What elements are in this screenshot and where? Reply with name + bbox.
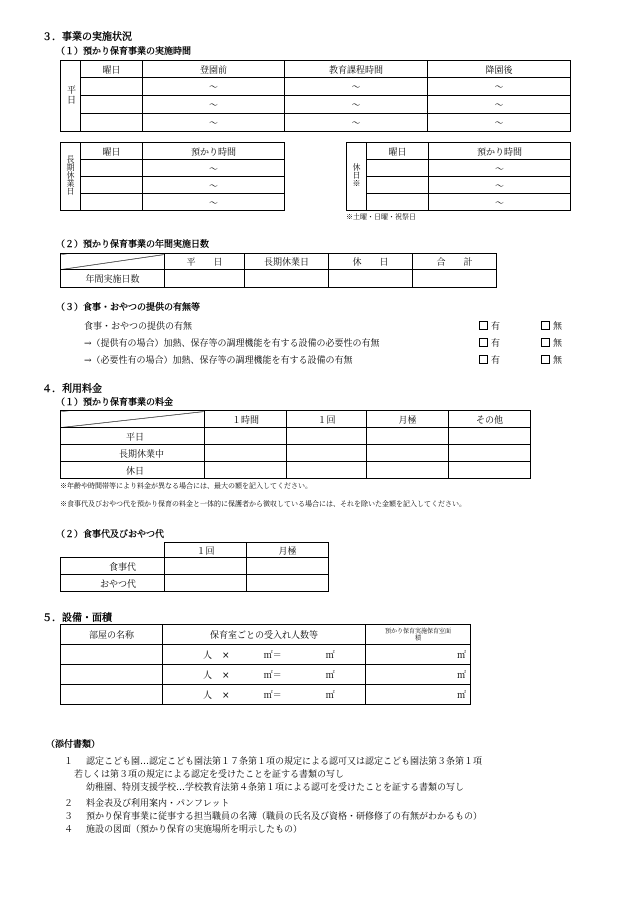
facilities-room-input[interactable] [61,685,163,705]
annual-header-long-holiday: 長期休業日 [245,254,329,270]
weekday-curriculum-input[interactable]: ～ [285,114,428,132]
facilities-header-area-cell [366,625,471,645]
fee-input[interactable] [287,462,367,479]
fee-input[interactable] [205,445,287,462]
weekday-label: 平日 [65,84,75,105]
fee-input[interactable] [449,445,531,462]
holiday-hours-input[interactable]: ～ [429,194,571,211]
long-holiday-day-input[interactable] [81,160,143,177]
food-corner-cell [61,543,165,558]
long-holiday-hours-table [60,142,285,211]
fee-row-long-holiday: 長期休業中 [61,445,205,462]
fee-header-1hour: １時間 [205,411,287,428]
annual-corner-cell [61,254,165,270]
attachment-1-line-2: 若しくは第３項の規定による認定を受けたことを証する書類の写し [74,770,345,780]
section-4-2-title: （２）食事代及びおやつ代 [56,530,165,540]
food-input[interactable] [165,575,247,592]
food-input[interactable] [247,575,329,592]
weekday-header-curriculum: 教育課程時間 [285,61,428,78]
section-5-title: ５．設備・面積 [42,613,112,624]
fee-row-weekday: 平日 [61,428,205,445]
fee-corner-cell [61,411,205,428]
weekday-before-input[interactable]: ～ [143,78,285,96]
fee-input[interactable] [287,445,367,462]
weekday-before-input[interactable]: ～ [143,96,285,114]
food-input[interactable] [247,558,329,575]
food-header-once: １回 [165,543,247,558]
weekday-day-input[interactable] [81,114,143,132]
fee-table [60,410,531,479]
weekday-after-input[interactable]: ～ [428,114,571,132]
holiday-day-input[interactable] [367,160,429,177]
long-holiday-label: 長期休業日 [66,155,75,195]
weekday-day-input[interactable] [81,78,143,96]
attachment-3-text: 預かり保育事業に従事する担当職員の名簿（職員の氏名及び資格・研修修了の有無がわかるもの） [86,812,483,822]
facilities-capacity-cell[interactable]: 人 × ㎡＝ ㎡ [163,665,366,685]
annual-long-holiday-input[interactable] [245,270,329,288]
annual-weekday-input[interactable] [165,270,245,288]
holiday-note: ※土曜・日曜・祝祭日 [346,213,416,221]
weekday-before-input[interactable]: ～ [143,114,285,132]
long-holiday-label-cell [61,143,81,211]
weekday-day-input[interactable] [81,96,143,114]
long-holiday-header-day: 曜日 [81,143,143,160]
fee-input[interactable] [287,428,367,445]
holiday-label-cell [347,143,367,211]
long-holiday-hours-input[interactable]: ～ [143,160,285,177]
meals-3-no-checkbox[interactable]: 無 [541,353,562,366]
weekday-header-after: 降園後 [428,61,571,78]
meals-1-no-checkbox[interactable]: 無 [541,319,562,332]
facilities-area-input[interactable]: ㎡ [366,685,471,705]
fee-header-monthly: 月極 [367,411,449,428]
section-3-1-title: （１）預かり保育事業の実施時間 [56,47,192,57]
attachment-1-line-1: 認定こども園…認定こども園法第１７条第１項の規定による認可又は認定こども園法第３条第１項 [86,757,483,767]
section-3-3-title: （３）食事・おやつの提供の有無等 [56,303,201,313]
weekday-after-input[interactable]: ～ [428,78,571,96]
facilities-area-input[interactable]: ㎡ [366,645,471,665]
meals-question-2: →（提供有の場合）加熱、保存等の調理機能を有する設備の必要性の有無 [84,339,380,349]
weekday-label-cell [61,61,81,132]
fee-input[interactable] [205,428,287,445]
food-fee-table [60,542,329,592]
annual-header-total: 合 計 [413,254,497,270]
annual-header-weekday: 平 日 [165,254,245,270]
holiday-label: 休日※ [352,163,361,187]
long-holiday-day-input[interactable] [81,194,143,211]
attachment-1-line-3: 幼稚園、特別支援学校…学校教育法第４条第１項による認可を受けたことを証する書類の写し [86,783,465,793]
food-row-meal: 食事代 [61,558,165,575]
holiday-hours-input[interactable]: ～ [429,160,571,177]
holiday-header-day: 曜日 [367,143,429,160]
attachment-3-number: ３ [64,812,74,822]
holiday-day-input[interactable] [367,177,429,194]
fee-header-other: その他 [449,411,531,428]
fee-input[interactable] [449,462,531,479]
attachment-4-text: 施設の図面（預かり保育の実施場所を明示したもの） [86,825,303,835]
attachment-2-text: 料金表及び利用案内・パンフレット [86,799,230,809]
fee-input[interactable] [367,428,449,445]
section-3-title: ３．事業の実施状況 [42,32,132,43]
attachment-1-number: １ [64,757,74,767]
section-4-1-title: （１）預かり保育事業の料金 [56,398,174,408]
long-holiday-day-input[interactable] [81,177,143,194]
food-input[interactable] [165,558,247,575]
section-4-title: ４．利用料金 [42,384,102,395]
facilities-area-input[interactable]: ㎡ [366,665,471,685]
facilities-room-input[interactable] [61,645,163,665]
weekday-header-before: 登園前 [143,61,285,78]
meals-question-1: 食事・おやつの提供の有無 [84,322,193,332]
section-3-2-title: （２）預かり保育事業の年間実施日数 [56,240,210,250]
holiday-header-hours: 預かり時間 [429,143,571,160]
fee-input[interactable] [449,428,531,445]
facilities-header-room: 部屋の名称 [61,625,163,645]
long-holiday-hours-input[interactable]: ～ [143,194,285,211]
annual-header-holiday: 休 日 [329,254,413,270]
weekday-after-input[interactable]: ～ [428,96,571,114]
holiday-day-input[interactable] [367,194,429,211]
meals-1-yes-checkbox[interactable]: 有 [479,319,500,332]
facilities-header-area: 預かり保育実施保育室面積 [384,627,451,642]
annual-total-input[interactable] [413,270,497,288]
facilities-room-input[interactable] [61,665,163,685]
fee-header-once: １回 [287,411,367,428]
weekday-hours-table [60,60,571,132]
weekday-header-day: 曜日 [81,61,143,78]
attachment-4-number: ４ [64,825,74,835]
attachment-2-number: ２ [64,799,74,809]
long-holiday-hours-input[interactable]: ～ [143,177,285,194]
facilities-capacity-cell[interactable]: 人 × ㎡＝ ㎡ [163,645,366,665]
meals-3-yes-checkbox[interactable]: 有 [479,353,500,366]
food-header-monthly: 月極 [247,543,329,558]
holiday-hours-input[interactable]: ～ [429,177,571,194]
fee-input[interactable] [367,445,449,462]
long-holiday-header-hours: 預かり時間 [143,143,285,160]
attachments-title: （添付書類） [46,740,101,750]
meals-2-no-checkbox[interactable]: 無 [541,336,562,349]
weekday-curriculum-input[interactable]: ～ [285,78,428,96]
holiday-hours-table [346,142,571,211]
annual-row-label: 年間実施日数 [61,270,165,288]
facilities-header-capacity: 保育室ごとの受入れ人数等 [163,625,366,645]
fee-row-holiday: 休日 [61,462,205,479]
fee-input[interactable] [205,462,287,479]
food-row-snack: おやつ代 [61,575,165,592]
weekday-curriculum-input[interactable]: ～ [285,96,428,114]
annual-holiday-input[interactable] [329,270,413,288]
facilities-capacity-cell[interactable]: 人 × ㎡＝ ㎡ [163,685,366,705]
annual-days-table [60,253,497,288]
fee-note-2: ※食事代及びおやつ代を預かり保育の料金と一体的に保護者から徴収している場合には、それを除いた金額を記入してください。 [60,500,466,508]
meals-2-yes-checkbox[interactable]: 有 [479,336,500,349]
meals-question-3: →（必要性有の場合）加熱、保存等の調理機能を有する設備の有無 [84,356,353,366]
fee-input[interactable] [367,462,449,479]
facilities-table [60,624,471,705]
fee-note-1: ※年齢や時間帯等により料金が異なる場合には、最大の額を記入してください。 [60,482,312,490]
